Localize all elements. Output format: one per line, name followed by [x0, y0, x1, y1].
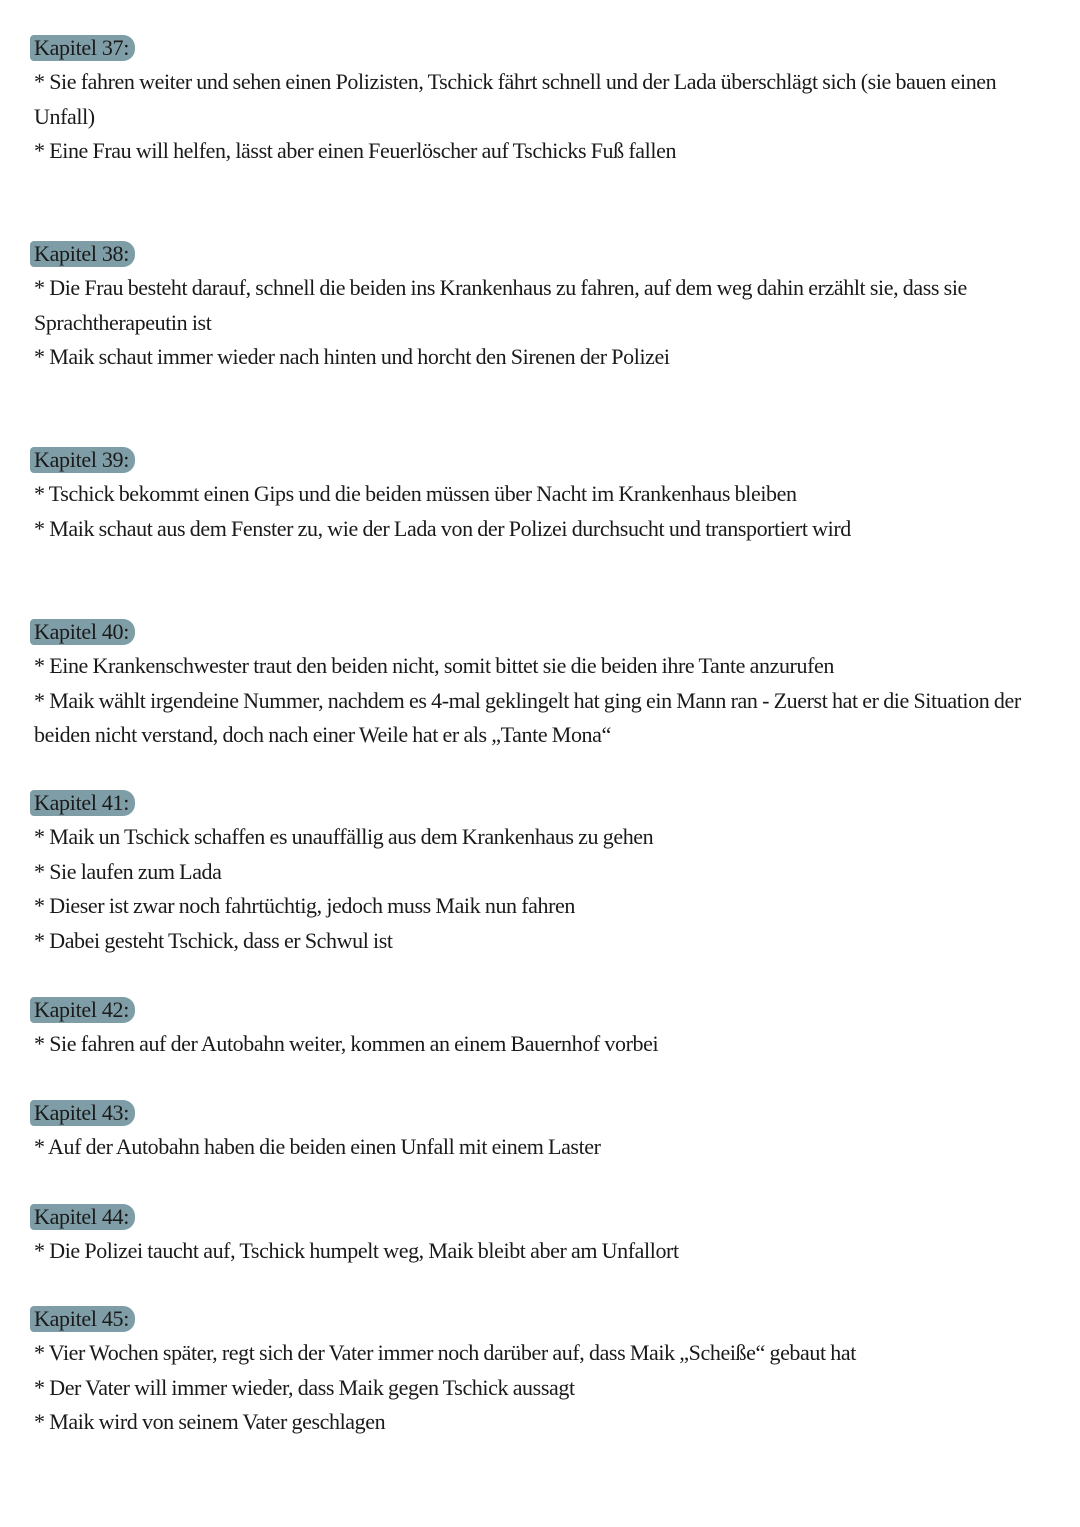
- bullet-item: * Eine Frau will helfen, lässt aber einen Feuerlöscher auf Tschicks Fuß fallen: [34, 138, 677, 163]
- chapter-44: [34, 1204, 1044, 1269]
- bullet-item: * Dieser ist zwar noch fahrtüchtig, jedoch muss Maik nun fahren: [34, 893, 576, 918]
- bullet-item: * Maik wird von seinem Vater geschlagen: [34, 1409, 386, 1434]
- bullet-list: [34, 1234, 1044, 1269]
- bullet-list: [34, 649, 1044, 753]
- bullet-item: * Sie laufen zum Lada: [34, 858, 222, 884]
- bullet-list: [34, 477, 1044, 546]
- chapter-heading: Kapitel 37:: [30, 35, 135, 61]
- chapter-heading: Kapitel 40:: [30, 619, 135, 645]
- bullet-item: * Eine Krankenschwester traut den beiden nicht, somit bittet sie die beiden ihre Tante anzurufen: [34, 653, 834, 678]
- bullet-list: [34, 65, 1044, 169]
- bullet-list: [34, 271, 1044, 375]
- bullet-item: * Auf der Autobahn haben die beiden einen Unfall mit einem Laster: [34, 1134, 601, 1159]
- chapter-38: [34, 241, 1044, 375]
- bullet-item: * Vier Wochen später, regt sich der Vater immer noch darüber auf, dass Maik „Scheiße“ gebaut hat: [34, 1340, 856, 1365]
- chapter-heading: Kapitel 43:: [30, 1100, 135, 1126]
- bullet-item: * Maik schaut immer wieder nach hinten und horcht den Sirenen der Polizei: [34, 344, 670, 369]
- chapter-39: [34, 447, 1044, 546]
- bullet-list: [34, 1027, 1044, 1062]
- bullet-item: * Die Polizei taucht auf, Tschick humpelt weg, Maik bleibt aber am Unfallort: [34, 1238, 679, 1263]
- chapter-42: [34, 997, 1044, 1062]
- chapter-heading: Kapitel 42:: [30, 997, 135, 1023]
- chapter-heading: Kapitel 45:: [30, 1306, 135, 1332]
- bullet-item: * Maik schaut aus dem Fenster zu, wie der Lada von der Polizei durchsucht und transportiert wird: [34, 515, 851, 541]
- bullet-item: * Der Vater will immer wieder, dass Maik gegen Tschick aussagt: [34, 1374, 575, 1400]
- chapter-45: [34, 1306, 1044, 1440]
- chapter-43: [34, 1100, 1044, 1165]
- chapter-heading: Kapitel 41:: [30, 790, 135, 816]
- chapter-heading: Kapitel 39:: [30, 447, 135, 473]
- chapter-37: [34, 35, 1044, 169]
- bullet-list: [34, 820, 1044, 958]
- chapter-heading: Kapitel 38:: [30, 241, 135, 267]
- bullet-item: * Sie fahren weiter und sehen einen Polizisten, Tschick fährt schnell und der Lada überschlägt sich (sie bauen einen Unfall): [34, 69, 997, 129]
- chapter-heading: Kapitel 44:: [30, 1204, 135, 1230]
- chapter-41: [34, 790, 1044, 958]
- bullet-item: * Tschick bekommt einen Gips und die beiden müssen über Nacht im Krankenhaus bleiben: [34, 481, 797, 506]
- bullet-list: [34, 1336, 1044, 1440]
- bullet-item: * Maik wählt irgendeine Nummer, nachdem es 4-mal geklingelt hat ging ein Mann ran - Zuerst hat er die Situation der beiden nicht verstand, doch nach einer Weile hat er als „Tante Mona“: [34, 687, 1021, 747]
- bullet-item: * Die Frau besteht darauf, schnell die beiden ins Krankenhaus zu fahren, auf dem weg dahin erzählt sie, dass sie Sprachtherapeutin ist: [34, 275, 967, 335]
- bullet-item: * Sie fahren auf der Autobahn weiter, kommen an einem Bauernhof vorbei: [34, 1031, 659, 1056]
- bullet-list: [34, 1130, 1044, 1165]
- bullet-item: * Maik un Tschick schaffen es unauffällig aus dem Krankenhaus zu gehen: [34, 824, 654, 849]
- bullet-item: * Dabei gesteht Tschick, dass er Schwul ist: [34, 927, 393, 953]
- chapter-40: [34, 619, 1044, 753]
